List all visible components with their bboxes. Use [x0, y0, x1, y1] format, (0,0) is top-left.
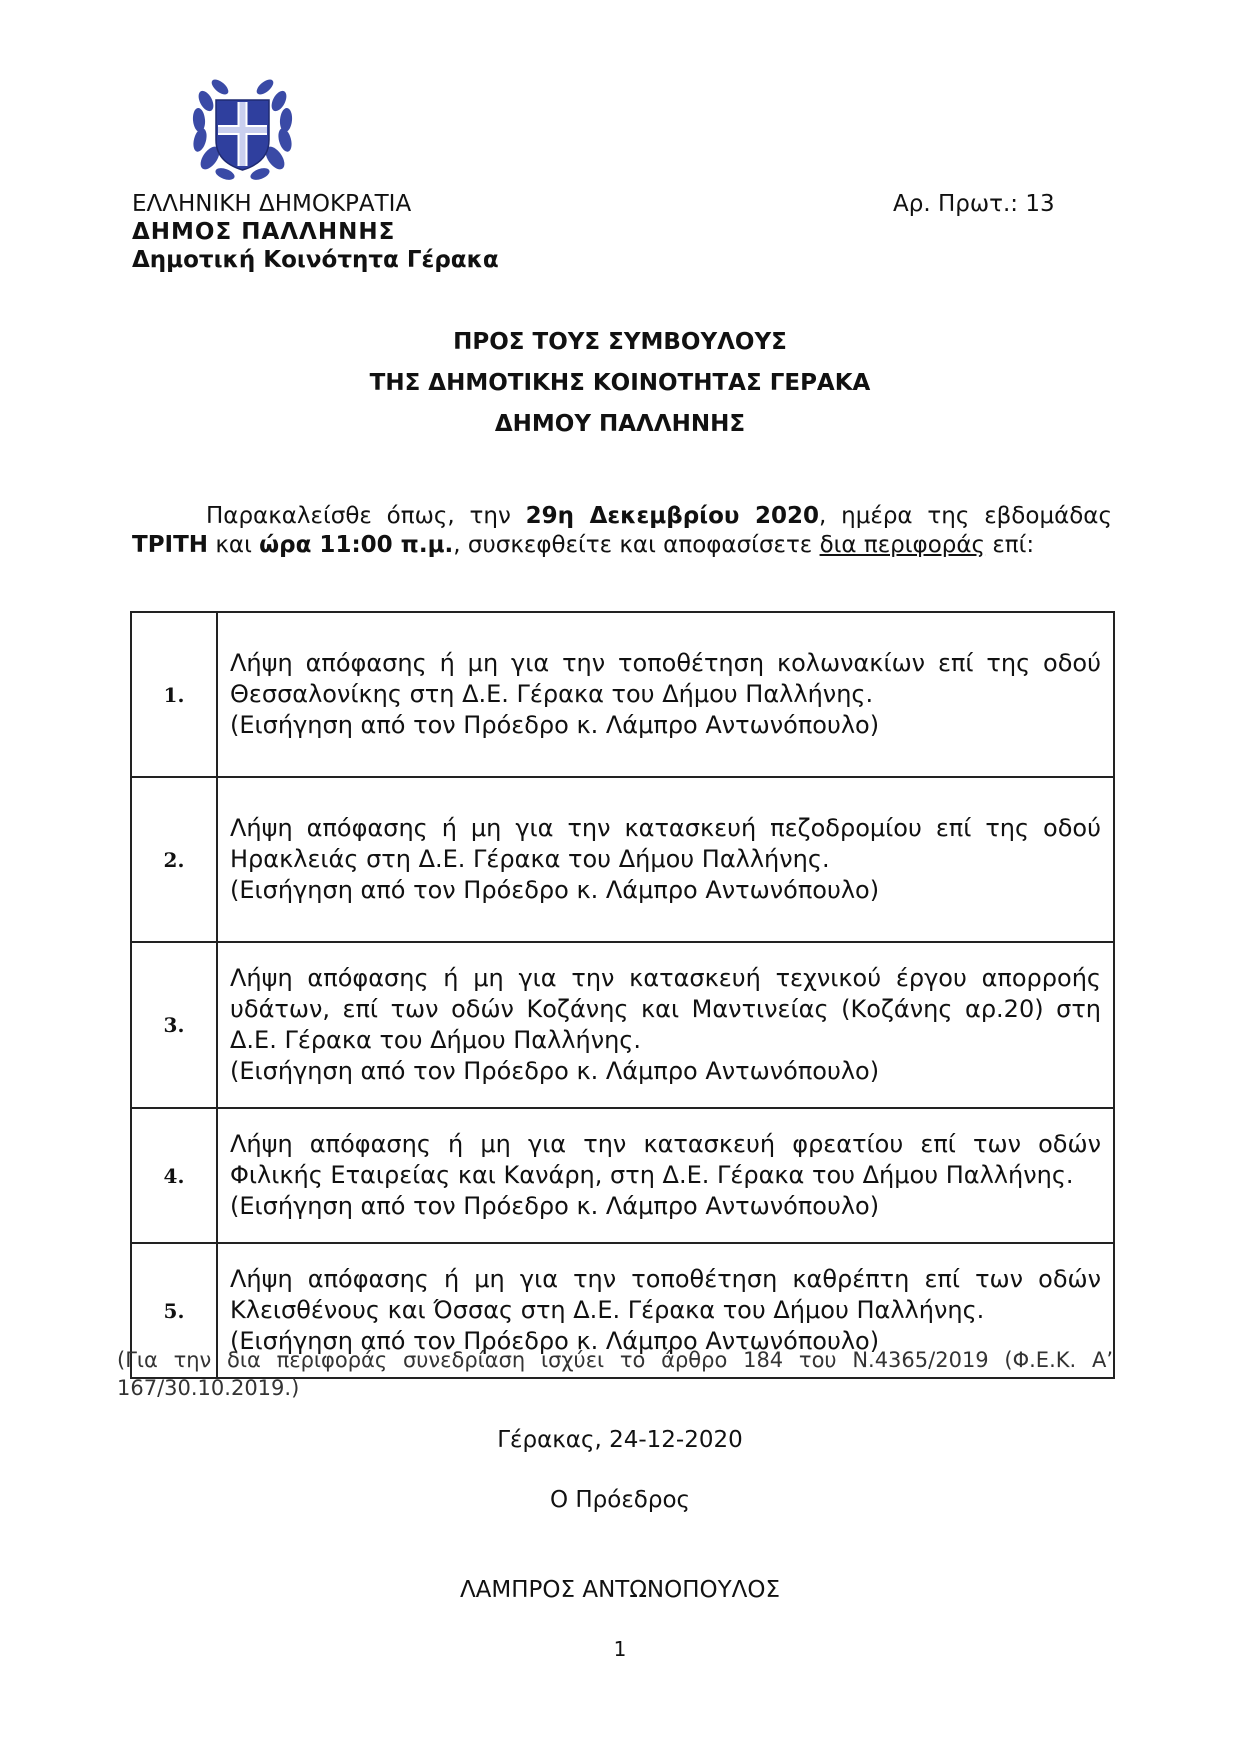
agenda-item-text: Λήψη απόφασης ή μη για την κατασκευή τεχνικού έργου απορροής υδάτων, επί των οδών Κοζάνης και Μαντινείας (Κοζάνης αρ.20) στη Δ.Ε. Γέρακα του Δήμου Παλλήνης. [230, 964, 1101, 1054]
agenda-item-text: Λήψη απόφασης ή μη για την τοποθέτηση κολωνακίων επί της οδού Θεσσαλονίκης στη Δ.Ε. Γέρακα του Δήμου Παλλήνης. [230, 649, 1101, 708]
agenda-item-note: (Εισήγηση από τον Πρόεδρο κ. Λάμπρο Αντωνόπουλο) [230, 1057, 880, 1085]
agenda-item-note: (Εισήγηση από τον Πρόεδρο κ. Λάμπρο Αντωνόπουλο) [230, 876, 880, 904]
recipients-block [0, 322, 1240, 445]
invitation-text: Παρακαλείσθε όπως, την [206, 503, 526, 529]
agenda-item-cell [217, 1108, 1114, 1243]
table-row [131, 612, 1114, 777]
agenda-table [130, 611, 1115, 1379]
signer-name: ΛΑΜΠΡΟΣ ΑΝΤΩΝΟΠΟΥΛΟΣ [459, 1577, 781, 1603]
agenda-item-number: 2. [131, 777, 217, 942]
invitation-text: επί: [985, 532, 1035, 558]
invitation-text: , συσκεφθείτε και αποφασίσετε [453, 532, 820, 558]
meeting-date: 29η Δεκεμβρίου 2020 [525, 503, 820, 529]
table-row [131, 942, 1114, 1108]
invitation-text: , ημέρα της εβδομάδας [819, 503, 1112, 529]
invitation-paragraph [132, 502, 1112, 560]
agenda-item-note: (Εισήγηση από τον Πρόεδρο κ. Λάμπρο Αντωνόπουλο) [230, 1192, 880, 1220]
recipients-line-2: ΤΗΣ ΔΗΜΟΤΙΚΗΣ ΚΟΙΝΟΤΗΤΑΣ ΓΕΡΑΚΑ [369, 370, 871, 396]
agenda-item-number: 5. [131, 1243, 217, 1378]
meeting-mode: δια περιφοράς [819, 532, 986, 558]
meeting-time: ώρα 11:00 π.μ. [259, 532, 454, 558]
invitation-line-2 [132, 531, 1112, 560]
agenda-item-note: (Εισήγηση από τον Πρόεδρο κ. Λάμπρο Αντωνόπουλο) [230, 711, 880, 739]
agenda-item-number: 4. [131, 1108, 217, 1243]
invitation-text: και [208, 532, 260, 558]
issuer-country: ΕΛΛΗΝΙΚΗ ΔΗΜΟΚΡΑΤΙΑ [132, 191, 412, 217]
footnote-line-2: 167/30.10.2019.) [117, 1376, 300, 1400]
footnote-line-1: (Για την δια περιφοράς συνεδρίαση ισχύει το άρθρο 184 του Ν.4365/2019 (Φ.Ε.Κ. Α’ [117, 1348, 1113, 1372]
protocol-number: Αρ. Πρωτ.: 13 [893, 191, 1055, 217]
issuer-block [132, 190, 499, 274]
agenda-item-text: Λήψη απόφασης ή μη για την κατασκευή πεζοδρομίου επί της οδού Ηρακλειάς στη Δ.Ε. Γέρακα του Δήμου Παλλήνης. [230, 814, 1101, 873]
agenda-item-cell [217, 942, 1114, 1108]
signer-role: Ο Πρόεδρος [549, 1487, 691, 1513]
page-number: 1 [613, 1637, 627, 1661]
legal-footnote [117, 1346, 1113, 1402]
invitation-line-1 [132, 502, 1112, 531]
meeting-day: ΤΡΙΤΗ [132, 532, 209, 558]
recipients-line-1: ΠΡΟΣ ΤΟΥΣ ΣΥΜΒΟΥΛΟΥΣ [453, 329, 787, 355]
agenda-item-text: Λήψη απόφασης ή μη για την κατασκευή φρεατίου επί των οδών Φιλικής Εταιρείας και Κανάρη, στη Δ.Ε. Γέρακα του Δήμου Παλλήνης. [230, 1130, 1101, 1189]
agenda-item-note: (Εισήγηση από τον Πρόεδρο κ. Λάμπρο Αντωνόπουλο) [230, 1327, 880, 1355]
greek-state-emblem-icon [180, 70, 305, 195]
agenda-item-cell [217, 612, 1114, 777]
place-and-date: Γέρακας, 24-12-2020 [497, 1427, 743, 1453]
agenda-item-cell [217, 777, 1114, 942]
table-row [131, 1108, 1114, 1243]
agenda-item-number: 3. [131, 942, 217, 1108]
recipients-line-3: ΔΗΜΟΥ ΠΑΛΛΗΝΗΣ [494, 411, 746, 437]
issuer-community: Δημοτική Κοινότητα Γέρακα [132, 247, 499, 273]
agenda-item-number: 1. [131, 612, 217, 777]
issuer-municipality: ΔΗΜΟΣ ΠΑΛΛΗΝΗΣ [132, 219, 396, 245]
table-row [131, 777, 1114, 942]
agenda-item-text: Λήψη απόφασης ή μη για την τοποθέτηση καθρέπτη επί των οδών Κλεισθένους και Όσσας στη Δ.Ε. Γέρακα του Δήμου Παλλήνης. [230, 1265, 1101, 1324]
